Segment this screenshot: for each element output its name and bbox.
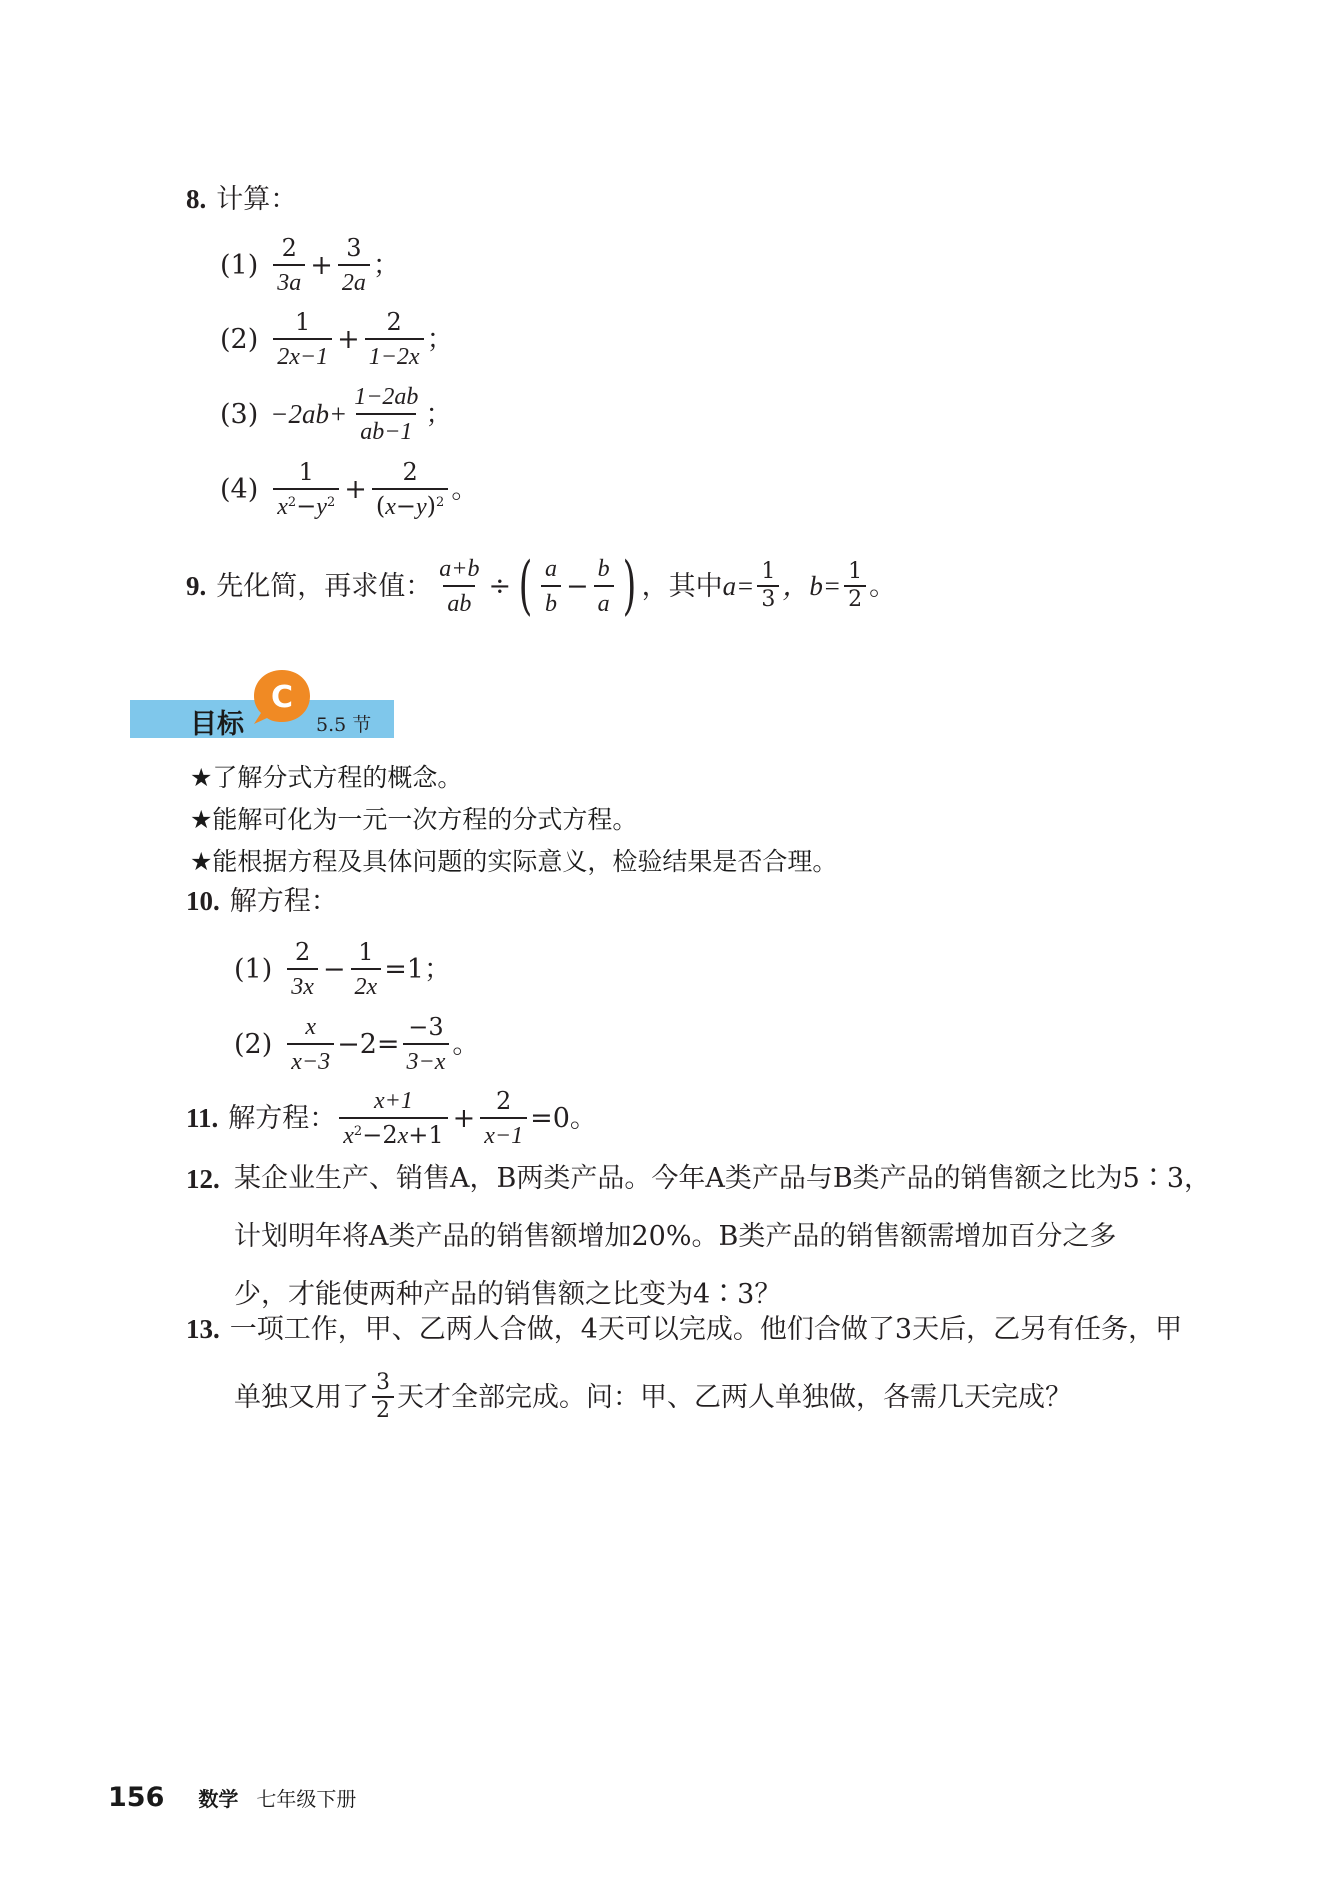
punct: ；: [425, 398, 453, 430]
q13-number: 13.: [186, 1314, 220, 1344]
speech-bubble-icon: [252, 668, 312, 728]
goal-star-3: ★能根据方程及具体问题的实际意义，检验结果是否合理。: [190, 847, 838, 876]
right-paren: ): [622, 549, 637, 623]
q9: [186, 549, 897, 623]
fraction: 1 $x^2-y^2$: [273, 460, 339, 519]
q12-line-1: 某企业生产、销售A，B两类产品。今年A类产品与B类产品的销售额之比为5∶3，: [234, 1163, 1212, 1194]
item-label: (2): [220, 324, 259, 355]
item-label: (4): [220, 474, 259, 505]
punct: ；: [426, 324, 454, 355]
fraction: $\frac{-3}{3-x}$: [403, 1015, 450, 1074]
punct: ；: [372, 250, 400, 281]
item-label: (1): [220, 250, 259, 281]
q12-number: 12.: [186, 1164, 220, 1194]
q10-label: 解方程：: [229, 886, 338, 917]
q11-number: 11.: [186, 1102, 219, 1133]
rhs: =0。: [530, 1102, 597, 1134]
plus-sign: +: [337, 324, 360, 355]
goal-section: 5.5 节: [316, 714, 372, 736]
plus-sign: +: [310, 250, 333, 281]
fraction: $\frac{2}{(x-y)^2}$: [372, 460, 448, 519]
footer: [108, 1782, 356, 1813]
goal-star-2: ★能解可化为一元一次方程的分式方程。: [190, 805, 638, 834]
expression: −2=: [337, 1028, 400, 1060]
q8-item-2: [220, 310, 454, 369]
expression: −2ab+: [270, 398, 348, 429]
fraction: x+1 $x^2-2x+1$: [339, 1088, 447, 1148]
q12-line-3: 少，才能使两种产品的销售额之比变为4∶3？: [234, 1279, 782, 1310]
fraction: $\frac{1}{3}$: [757, 561, 779, 611]
q13-line-1: [186, 1316, 1182, 1343]
minus-sign: −: [566, 570, 589, 602]
q13-text-1: 一项工作，甲、乙两人合做，4天可以完成。他们合做了3天后，乙另有任务，甲: [229, 1314, 1183, 1345]
q10-item-2: [234, 1014, 479, 1074]
punct: 。: [452, 1028, 480, 1060]
q13-line-2: [234, 1372, 1072, 1422]
item-label: (2): [234, 1028, 273, 1060]
q9-number: 9.: [186, 570, 207, 601]
fraction: $\frac{2}{1-2x}$: [365, 310, 424, 369]
q8-item-1: [220, 236, 400, 295]
left-paren: (: [518, 549, 533, 623]
a-eq: a=: [722, 570, 755, 601]
fraction: $\frac{2}{x-1}$: [480, 1089, 527, 1148]
punct: 。: [869, 570, 897, 602]
fraction: 2 3x: [287, 940, 318, 999]
q9-where: ，其中: [641, 570, 723, 602]
item-label: (3): [220, 398, 259, 430]
goal-star-1: ★了解分式方程的概念。: [190, 763, 463, 792]
goal-title: 目标: [190, 709, 244, 740]
fraction: $\frac{1-2ab}{ab-1}$: [354, 384, 419, 445]
q9-label: 先化简，再求值：: [216, 570, 433, 602]
fraction: 1 2x−1: [273, 310, 332, 369]
q8-label: 计算：: [216, 184, 298, 215]
plus-sign: +: [452, 1102, 476, 1134]
rhs: =1；: [384, 954, 451, 985]
b-eq: ，b=: [782, 570, 842, 601]
book-title: 七年级下册: [256, 1787, 357, 1811]
q13-text-2b: 天才全部完成。问：甲、乙两人单独做，各需几天完成？: [397, 1381, 1072, 1413]
fraction: 3 2: [372, 1372, 394, 1422]
fraction: a b: [541, 556, 561, 616]
q10-number: 10.: [186, 886, 220, 916]
minus-sign: −: [322, 954, 346, 985]
q8-item-3: [220, 384, 452, 444]
q12-line-2: 计划明年将A类产品的销售额增加20%。B类产品的销售额需增加百分之多: [234, 1221, 1117, 1252]
subject: 数学: [198, 1787, 239, 1811]
punct: 。: [451, 474, 479, 505]
fraction: $\frac{3}{2a}$: [338, 236, 370, 295]
fraction: $\frac{b}{a}$: [594, 556, 614, 616]
plus-sign: +: [344, 474, 367, 505]
q8-number: 8.: [186, 184, 207, 214]
q12: [186, 1150, 1211, 1324]
q11: [186, 1088, 597, 1148]
fraction: 2 3a: [273, 236, 305, 295]
fraction: $\frac{a+b}{ab}$: [439, 556, 480, 617]
item-label: (1): [234, 954, 273, 985]
fraction: $\frac{1}{2x}$: [351, 940, 382, 999]
q11-label: 解方程：: [228, 1102, 337, 1134]
page-number: 156: [108, 1782, 165, 1813]
q10-header: [186, 888, 338, 915]
q10-item-1: [234, 940, 451, 999]
q13-text-2a: 单独又用了: [234, 1381, 369, 1413]
q8-item-4: [220, 460, 478, 519]
goal-badge: C: [270, 680, 294, 715]
fraction: $\frac{1}{2}$: [844, 561, 866, 611]
fraction: x x−3: [287, 1014, 334, 1074]
divide-sign: ÷: [488, 570, 512, 602]
q8-header: [186, 186, 297, 213]
